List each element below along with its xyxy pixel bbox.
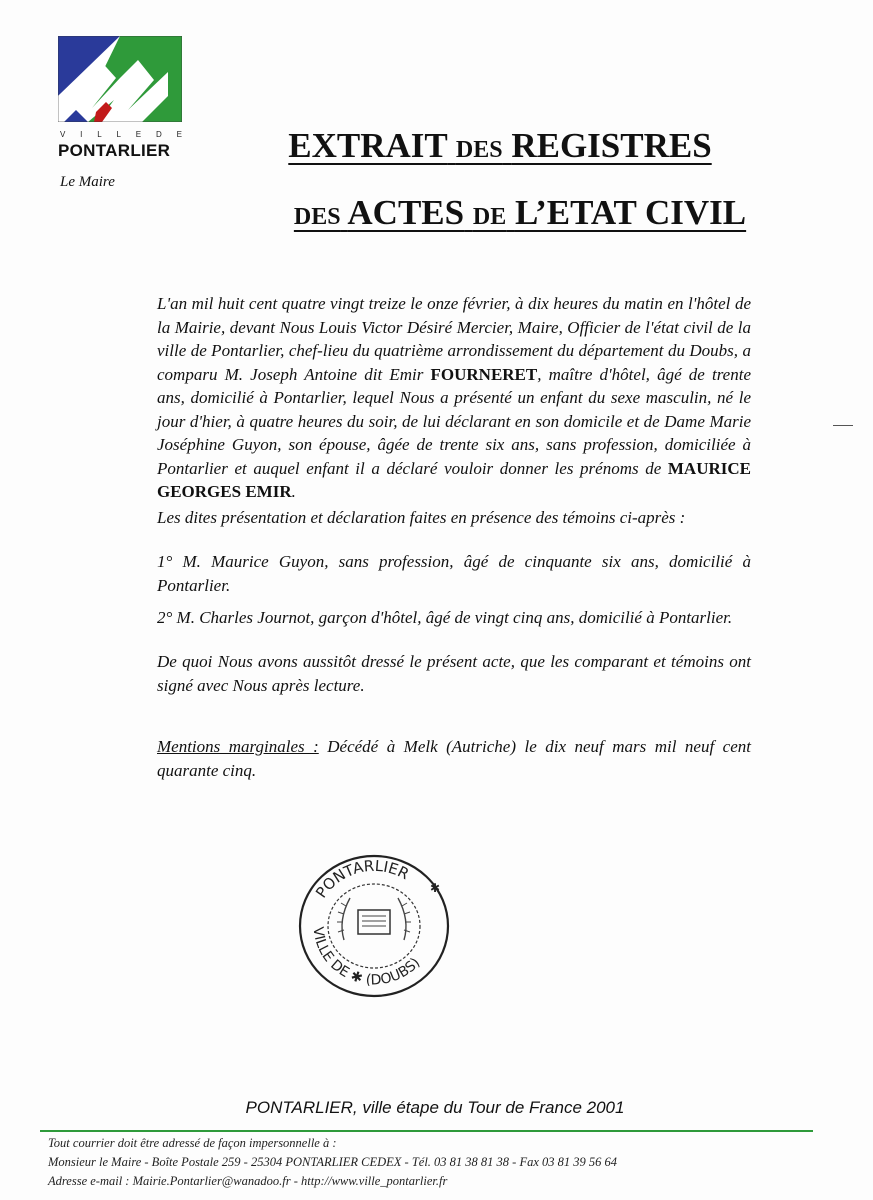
- pontarlier-logo: [58, 36, 182, 122]
- witness-1: 1° M. Maurice Guyon, sans profession, âgé de cinquante six ans, domicilié à Pontarlier.: [157, 552, 751, 595]
- footer-contact: Adresse e-mail : Mairie.Pontarlier@wanadoo.fr - http://www.ville_pontarlier.fr: [48, 1174, 448, 1188]
- document-title-line1: EXTRAIT DES REGISTRES: [288, 126, 712, 165]
- issuer-role: Le Maire: [60, 174, 115, 190]
- scan-mark: [833, 425, 853, 426]
- document-title-line2: DES ACTES DE L’ETAT CIVIL: [293, 193, 747, 232]
- svg-text:PONTARLIER: PONTARLIER: [312, 856, 412, 902]
- svg-text:✱: ✱: [430, 881, 441, 895]
- slogan: PONTARLIER, ville étape du Tour de France 2001: [245, 1098, 625, 1117]
- surname: FOURNERET: [430, 364, 538, 384]
- footer-divider: [40, 1130, 813, 1132]
- footer-postal-address: Monsieur le Maire - Boîte Postale 259 - 25304 PONTARLIER CEDEX - Tél. 03 81 38 81 38 - Fax 03 81 39 56 64: [48, 1155, 618, 1169]
- footer-note: Tout courrier doit être adressé de façon impersonnelle à :: [48, 1136, 337, 1150]
- closing-statement: De quoi Nous avons aussitôt dressé le présent acte, que les comparant et témoins ont signé avec Nous après lecture.: [157, 652, 751, 695]
- marginal-mentions: Mentions marginales : Décédé à Melk (Autriche) le dix neuf mars mil neuf cent quarante cinq.: [157, 737, 751, 780]
- city-seal-stamp: [294, 850, 454, 1000]
- ville-de-label: V I L L E D E: [60, 130, 182, 139]
- town-name: PONTARLIER: [58, 141, 171, 160]
- mentions-label: Mentions marginales :: [157, 737, 319, 756]
- svg-text:VILLE DE ✱ (DOUBS): VILLE DE ✱ (DOUBS): [309, 926, 424, 989]
- witness-2: 2° M. Charles Journot, garçon d'hôtel, âgé de vingt cinq ans, domicilié à Pontarlier.: [157, 608, 733, 627]
- child-names: MAURICE GEORGES EMIR: [157, 458, 751, 501]
- birth-record-paragraph: L'an mil huit cent quatre vingt treize le onze février, à dix heures du matin en l'hôtel de la Mairie, devant Nous Louis Victor Désiré Mercier, Maire, Officier de l'état civil de la ville de Pontarlier, chef-lieu du quatrième arrondissement du département du Doubs, a comparu M. Joseph Antoine dit Emir FOURNERET, maître d'hôtel, âgé de trente ans, domicilié à Pontarlier, lequel Nous a présenté un enfant du sexe masculin, né le jour d'hier, à quatre heures du soir, de lui déclarant en son domicile et de Dame Marie Joséphine Guyon, son épouse, âgée de trente six ans, sans profession, domiciliée à Pontarlier et auquel enfant il a déclaré vouloir donner les prénoms de MAURICE GEORGES EMIR.: [157, 294, 751, 501]
- witnesses-intro: Les dites présentation et déclaration faites en présence des témoins ci-après :: [157, 508, 686, 527]
